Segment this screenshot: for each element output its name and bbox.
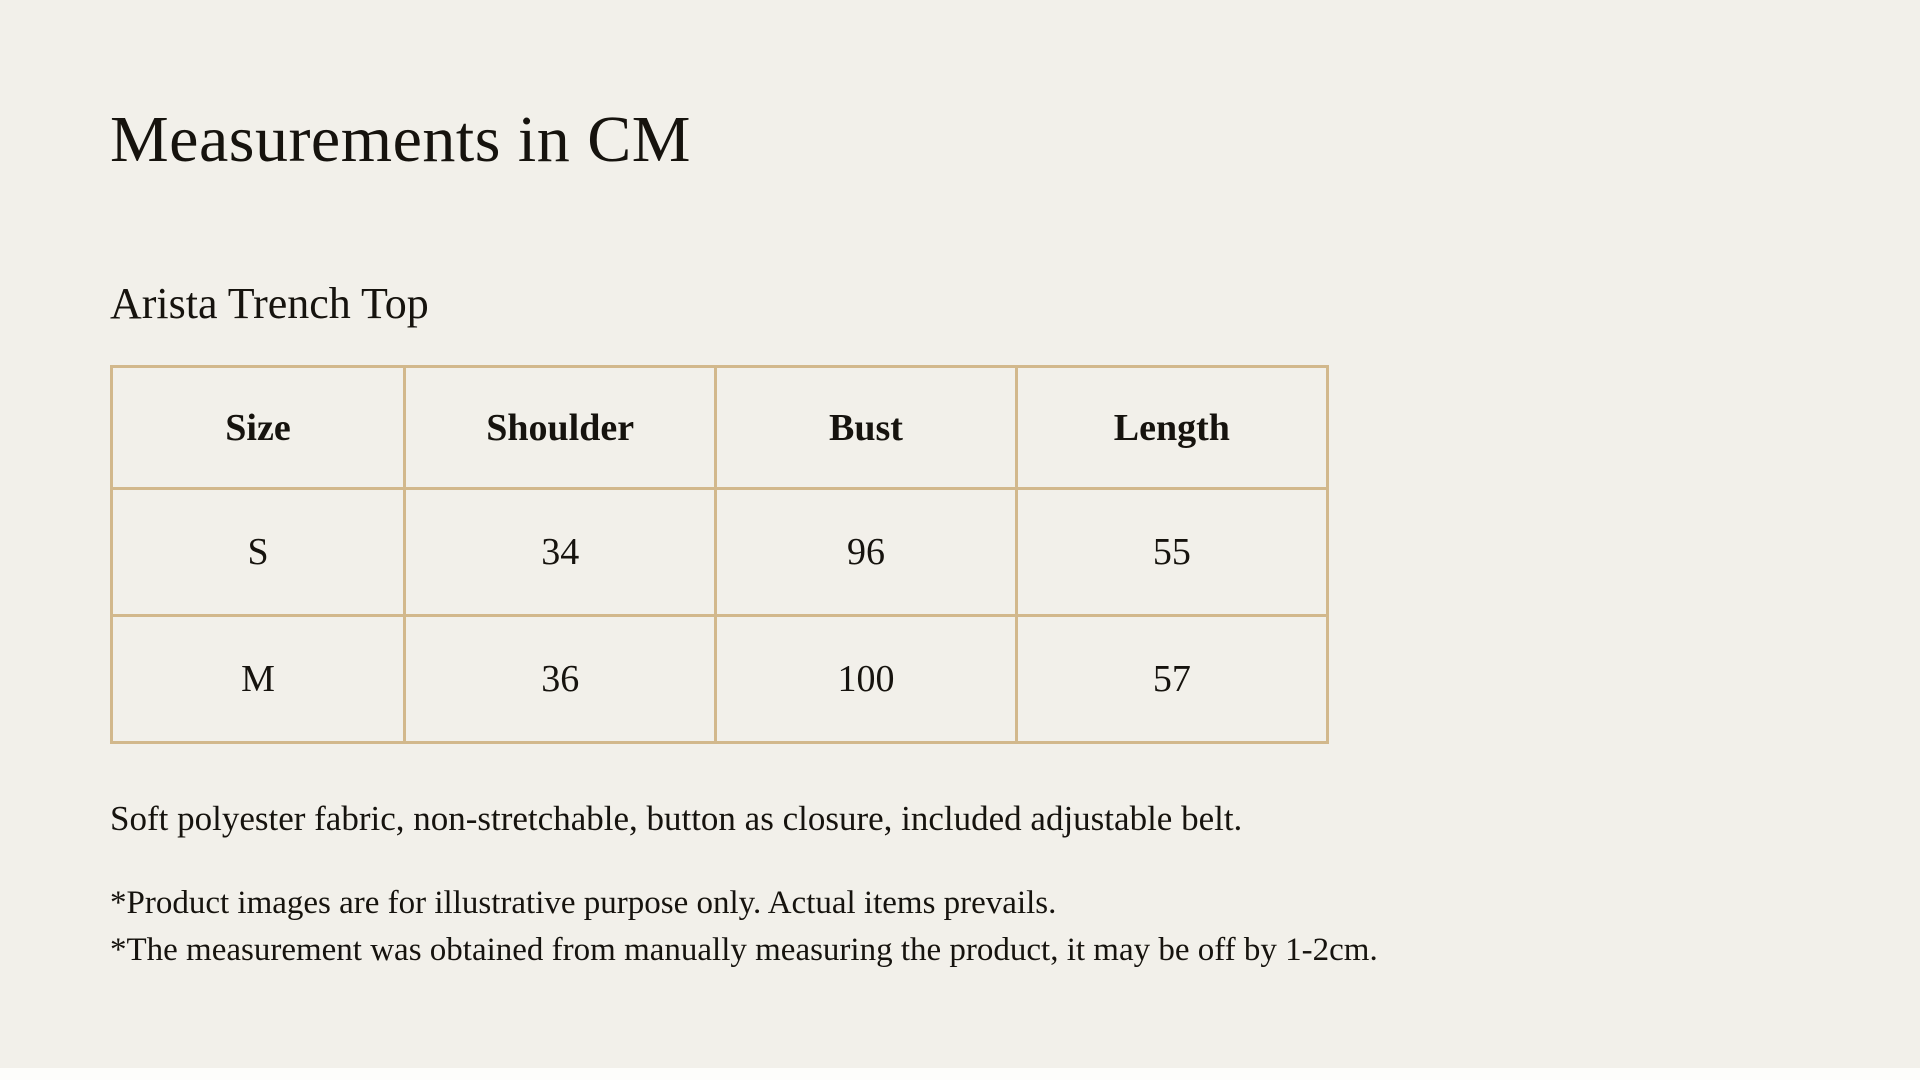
cell-size: M: [112, 616, 405, 743]
cell-bust: 100: [716, 616, 1016, 743]
header-cell-shoulder: Shoulder: [405, 367, 716, 489]
cell-size: S: [112, 489, 405, 616]
product-name: Arista Trench Top: [110, 279, 429, 328]
header-cell-length: Length: [1016, 367, 1327, 489]
cell-bust: 96: [716, 489, 1016, 616]
cell-length: 55: [1016, 489, 1327, 616]
header-cell-bust: Bust: [716, 367, 1016, 489]
cell-shoulder: 36: [405, 616, 716, 743]
footnote-measurement-tolerance: *The measurement was obtained from manually measuring the product, it may be off by 1-2cm.: [110, 931, 1378, 968]
table-row-size-s: [112, 489, 1328, 616]
page-title: Measurements in CM: [110, 103, 691, 176]
cell-shoulder: 34: [405, 489, 716, 616]
fabric-description: Soft polyester fabric, non-stretchable, button as closure, included adjustable belt.: [110, 799, 1243, 838]
footnotes: [110, 880, 1870, 974]
measurements-table: [110, 365, 1329, 744]
bottom-white-strip: [0, 1068, 1920, 1080]
table-row-size-m: [112, 616, 1328, 743]
table-header-row: [112, 367, 1328, 489]
cell-length: 57: [1016, 616, 1327, 743]
header-cell-size: Size: [112, 367, 405, 489]
footnote-illustrative: *Product images are for illustrative purpose only. Actual items prevails.: [110, 885, 1057, 921]
